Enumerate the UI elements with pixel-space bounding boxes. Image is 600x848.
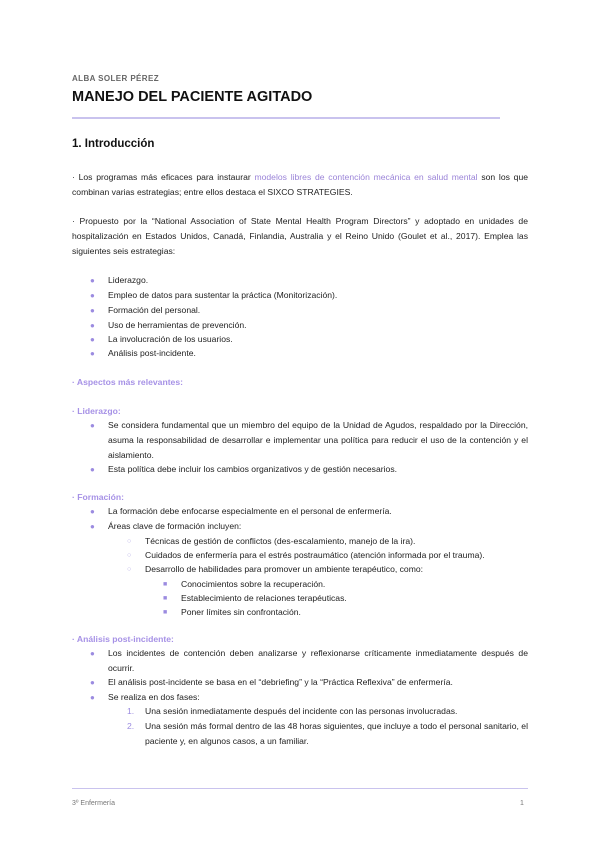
bullet-icon: ● xyxy=(90,649,95,658)
page-number: 1 xyxy=(520,800,524,807)
list-item: El análisis post-incidente se basa en el “debriefing” y la “Práctica Reflexiva” de enfermería. xyxy=(108,677,453,687)
phase-number: 2. xyxy=(127,721,135,731)
document-title: MANEJO DEL PACIENTE AGITADO xyxy=(72,89,313,105)
bullet-icon: ● xyxy=(90,678,95,687)
intro-p1-text: · Los programas más eficaces para instaurar xyxy=(72,172,255,182)
bullet-icon: ● xyxy=(90,276,95,285)
bullet-icon: ● xyxy=(90,291,95,300)
bullet-icon: ● xyxy=(90,507,95,516)
square-bullet-icon: ■ xyxy=(163,595,168,602)
bullet-icon: ● xyxy=(90,321,95,330)
bullet-icon: ● xyxy=(90,421,95,430)
intro-paragraph-2: · Propuesto por la “National Association of State Mental Health Program Directors” y adoptado en unidades de hospitalización en Estados Unidos, Canadá, Finlandia, Australia y el Reino Unido (Goulet et al., 2017). Emplea las siguientes seis estrategias: xyxy=(72,216,528,256)
title-divider xyxy=(72,117,500,119)
list-item: Análisis post-incidente. xyxy=(108,348,196,358)
sub-list-item: Cuidados de enfermería para el estrés postraumático (atención informada por el trauma). xyxy=(145,550,485,560)
sub-list-item: Desarrollo de habilidades para promover un ambiente terapéutico, como: xyxy=(145,564,424,574)
bullet-icon: ● xyxy=(90,349,95,358)
numbered-list-item: Una sesión más formal dentro de las 48 horas siguientes, que incluye a todo el personal sanitario, el paciente y, en algunos casos, a un familiar. xyxy=(145,721,528,746)
list-item: Liderazgo. xyxy=(108,275,149,285)
square-bullet-icon: ■ xyxy=(163,581,168,588)
sub-list-item: Técnicas de gestión de conflictos (des-escalamiento, manejo de la ira). xyxy=(145,536,416,546)
author-name: ALBA SOLER PÉREZ xyxy=(72,74,159,83)
hollow-bullet-icon: ○ xyxy=(127,538,132,545)
list-item: Los incidentes de contención deben analizarse y reflexionarse críticamente inmediatamente después de ocurrir. xyxy=(108,648,528,673)
hollow-bullet-icon: ○ xyxy=(127,552,132,559)
formacion-heading: · Formación: xyxy=(72,492,125,502)
list-item: La involucración de los usuarios. xyxy=(108,334,233,344)
aspects-heading: · Aspectos más relevantes: xyxy=(72,377,183,387)
list-item: Se realiza en dos fases: xyxy=(108,692,200,702)
list-item: Se considera fundamental que un miembro del equipo de la Unidad de Agudos, respaldado por la Dirección, asuma la responsabilidad de desarrollar e implementar una política para reducir el uso de la contención y el aislamiento. xyxy=(108,420,528,460)
liderazgo-heading: · Liderazgo: xyxy=(72,406,121,416)
list-item: Formación del personal. xyxy=(108,305,201,315)
bullet-icon: ● xyxy=(90,306,95,315)
list-item: Esta política debe incluir los cambios organizativos y de gestión necesarios. xyxy=(108,464,397,474)
sub-sub-list-item: Establecimiento de relaciones terapéuticas. xyxy=(181,593,347,603)
analisis-heading: · Análisis post-incidente: xyxy=(72,634,174,644)
square-bullet-icon: ■ xyxy=(163,609,168,616)
sub-sub-list-item: Poner límites sin confrontación. xyxy=(181,607,301,617)
intro-p1-text-end: son los que combinan varias estrategias; entre ellos destaca el SIXCO STRATEGIES. xyxy=(72,172,528,197)
section-heading-introduccion: 1. Introducción xyxy=(72,138,155,150)
footer-course: 3º Enfermería xyxy=(72,800,116,807)
phase-number: 1. xyxy=(127,706,135,716)
intro-paragraph-1 xyxy=(72,170,528,200)
bullet-icon: ● xyxy=(90,465,95,474)
hollow-bullet-icon: ○ xyxy=(127,566,132,573)
list-item: La formación debe enfocarse especialmente en el personal de enfermería. xyxy=(108,506,392,516)
bullet-icon: ● xyxy=(90,693,95,702)
list-item: Áreas clave de formación incluyen: xyxy=(108,521,242,531)
list-item: Empleo de datos para sustentar la práctica (Monitorización). xyxy=(108,290,338,300)
bullet-icon: ● xyxy=(90,522,95,531)
link-modelos-libres[interactable]: modelos libres de contención mecánica en salud mental xyxy=(254,172,478,182)
footer-divider xyxy=(72,788,528,789)
numbered-list-item: Una sesión inmediatamente después del incidente con las personas involucradas. xyxy=(145,706,458,716)
bullet-icon: ● xyxy=(90,335,95,344)
sub-sub-list-item: Conocimientos sobre la recuperación. xyxy=(181,579,326,589)
list-item: Uso de herramientas de prevención. xyxy=(108,320,247,330)
